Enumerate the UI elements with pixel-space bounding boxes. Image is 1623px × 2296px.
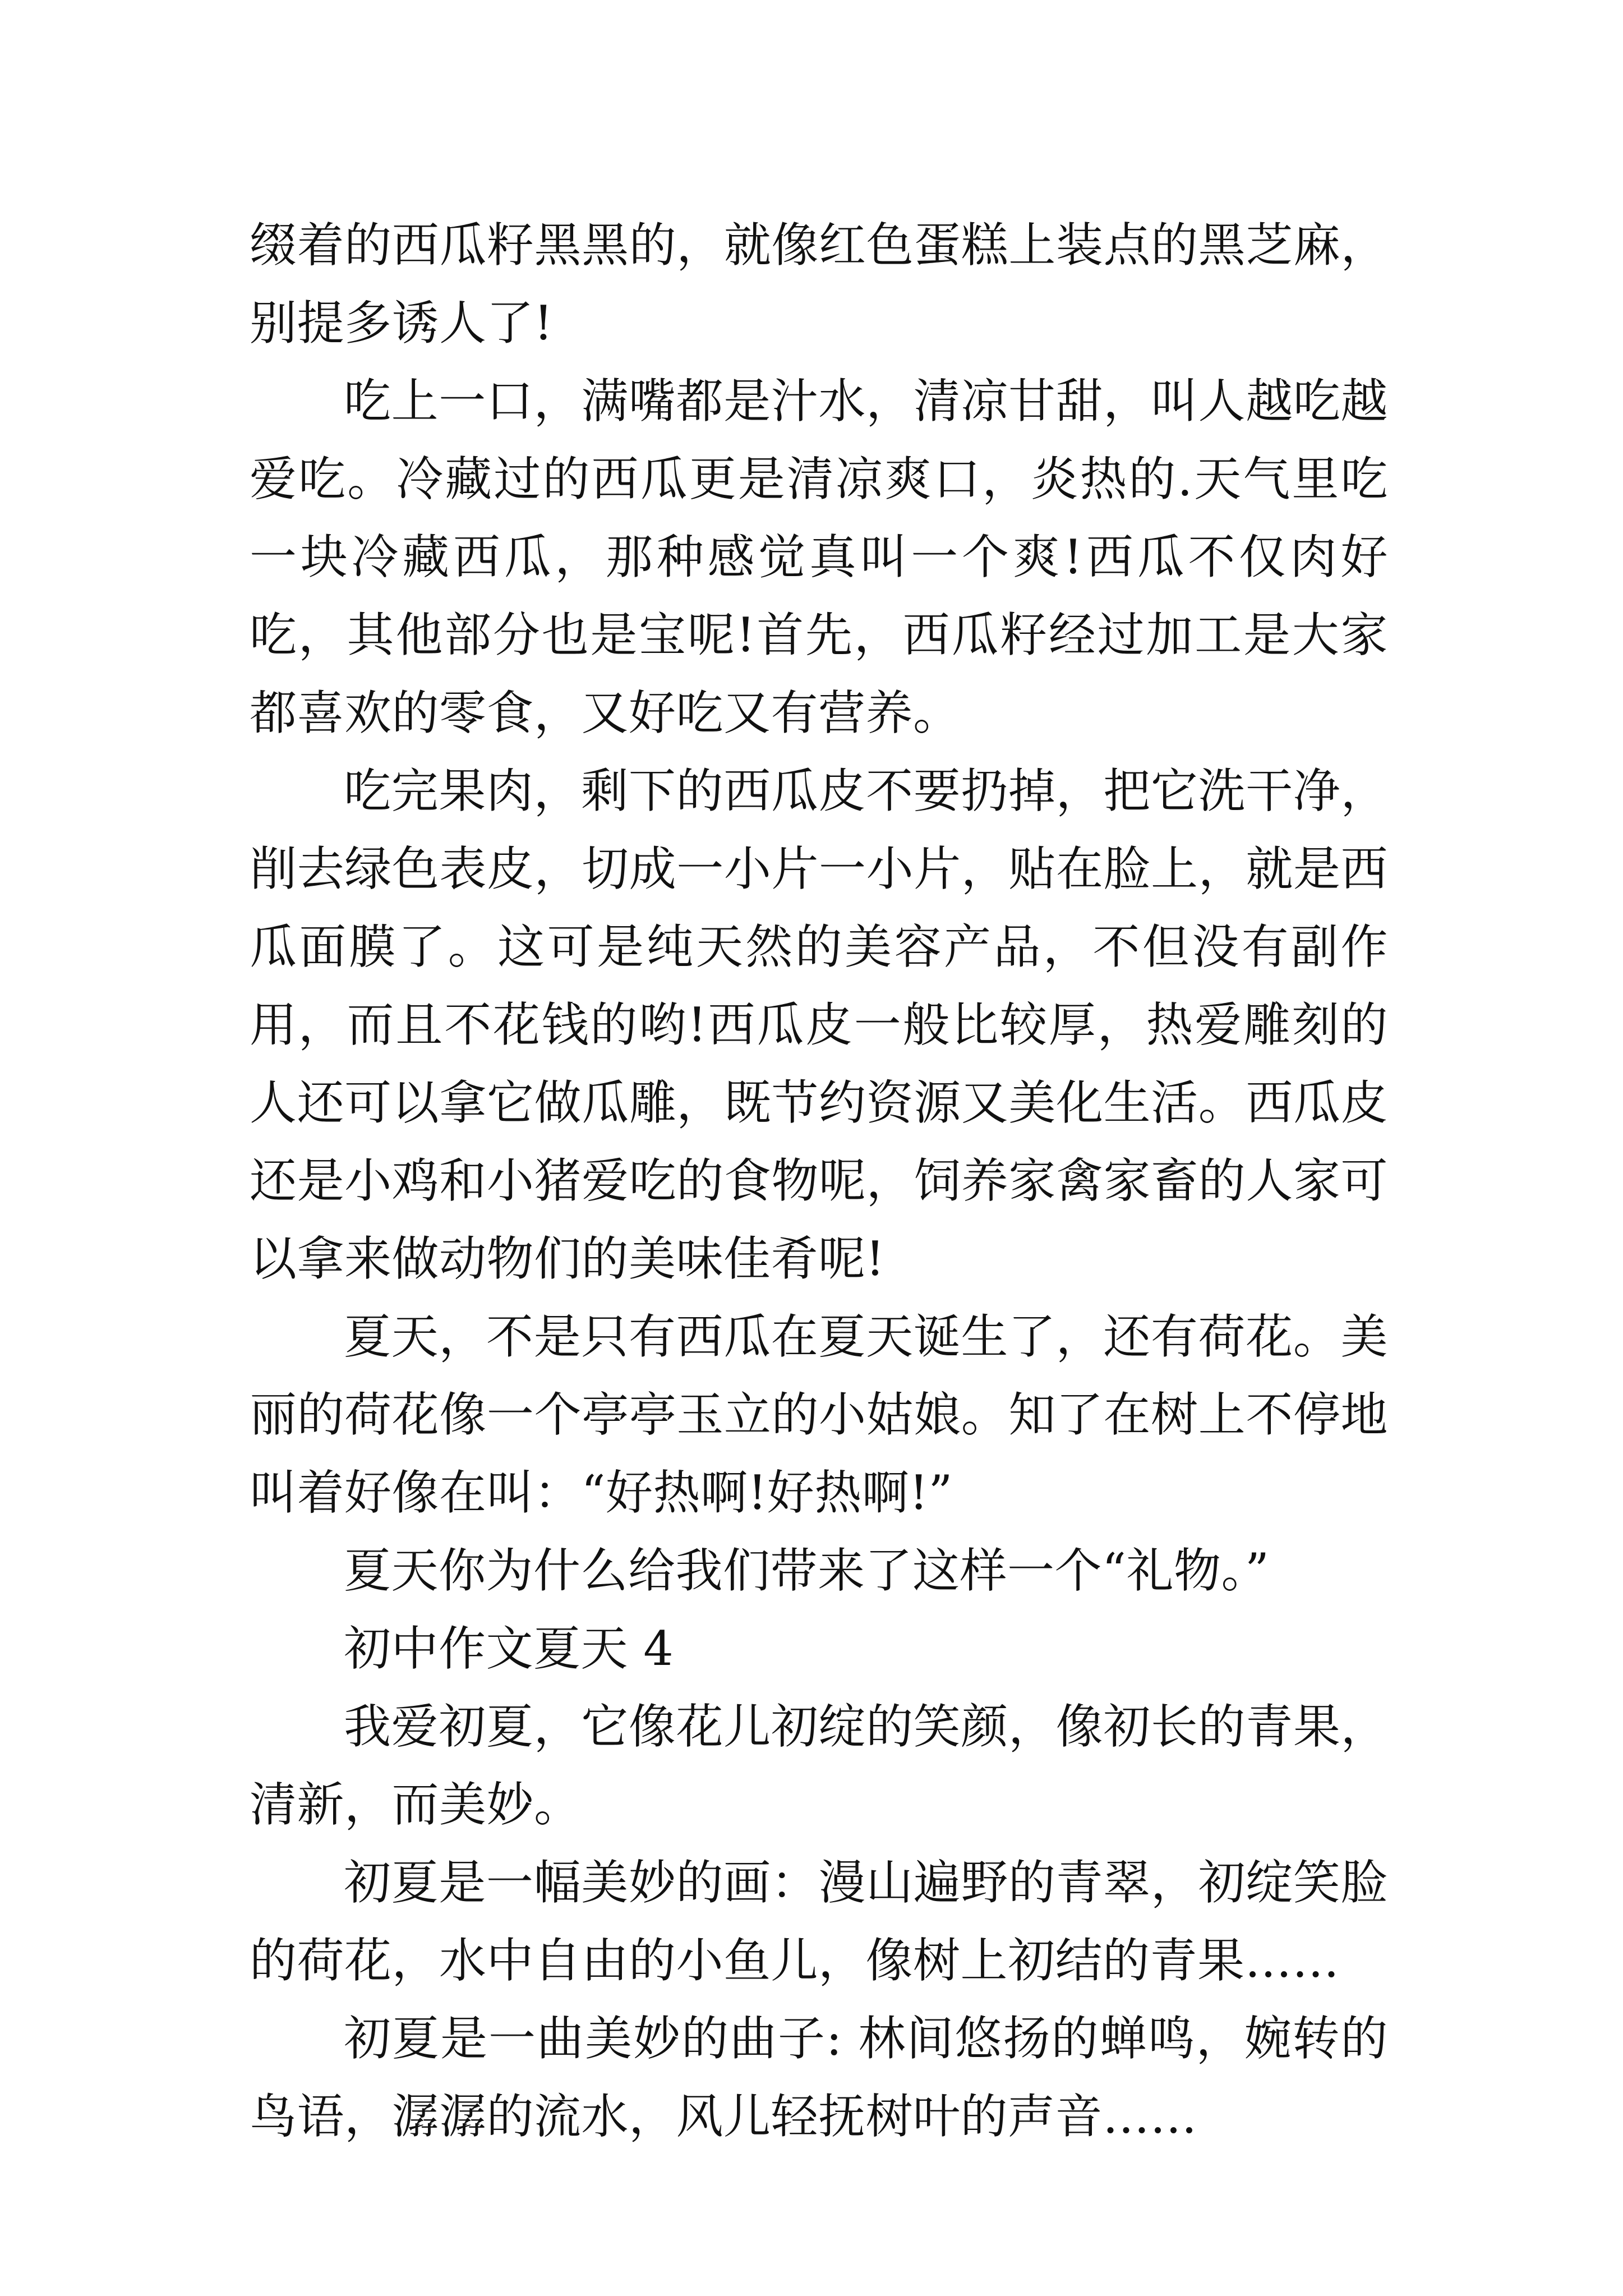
document-body (250, 206, 1388, 2156)
paragraph-watermelon-rind: 吃完果肉，剩下的西瓜皮不要扔掉，把它洗干净，削去绿色表皮，切成一小片一小片，贴在脸上，就是西瓜面膜了。这可是纯天然的美容产品，不但没有副作用，而且不花钱的哟!西瓜皮一般比较厚，热爱雕刻的人还可以拿它做瓜雕，既节约资源又美化生活。西瓜皮还是小鸡和小猪爱吃的食物呢，饲养家禽家畜的人家可以拿来做动物们的美味佳肴呢! (250, 763, 1388, 1286)
paragraph-summer-lotus: 夏天，不是只有西瓜在夏天诞生了，还有荷花。美丽的荷花像一个亭亭玉立的小姑娘。知了在树上不停地叫着好像在叫：“好热啊!好热啊!” (250, 1309, 1388, 1520)
paragraph-watermelon-seeds: 缀着的西瓜籽黑黑的，就像红色蛋糕上装点的黑芝麻，别提多诱人了! (250, 218, 1388, 351)
section-heading: 初中作文夏天 4 (344, 1621, 674, 1676)
paragraph-early-summer-painting: 初夏是一幅美妙的画：漫山遍野的青翠，初绽笑脸的荷花，水中自由的小鱼儿，像树上初结的青果…… (250, 1855, 1388, 1988)
paragraph-early-summer: 我爱初夏，它像花儿初绽的笑颜，像初长的青果，清新，而美妙。 (250, 1699, 1388, 1832)
paragraph-eating-watermelon: 吃上一口，满嘴都是汁水，清凉甘甜，叫人越吃越爱吃。冷藏过的西瓜更是清凉爽口，炎热的.天气里吃一块冷藏西瓜，那种感觉真叫一个爽!西瓜不仅肉好吃，其他部分也是宝呢!首先，西瓜籽经过加工是大家都喜欢的零食，又好吃又有营养。 (250, 374, 1388, 740)
paragraph-early-summer-music: 初夏是一曲美妙的曲子: 林间悠扬的蝉鸣，婉转的鸟语，潺潺的流水，风儿轻抚树叶的声音…… (250, 2011, 1388, 2144)
paragraph-summer-gift: 夏天你为什么给我们带来了这样一个“礼物。” (344, 1543, 1270, 1598)
